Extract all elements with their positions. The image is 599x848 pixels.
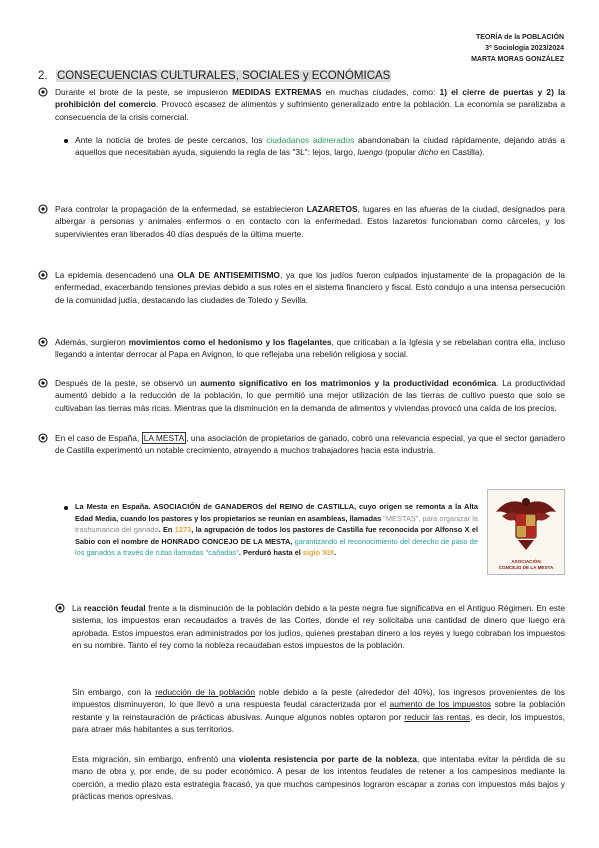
header-course-title: TEORÍA de la POBLACIÓN <box>475 34 564 41</box>
paragraph-matrimonios: Después de la peste, se observó un aumento significativo en los matrimonios y la productividad económica. La productividad aumentó debido a la reducción de la población, lo que permitió una mejor utilización de las tierras de cultivo puesto que solo se cultivaban las tierras más ricas. Mientras que la disminución en la demanda de alimentos y viviendas provocó una caída de los precios. <box>55 378 565 413</box>
circled-dot-bullet-icon <box>38 270 48 280</box>
section-heading <box>38 70 391 82</box>
section-title: CONSECUENCIAS CULTURALES, SOCIALES y ECONÓMICAS <box>57 70 391 82</box>
emblem-caption-line1: ASOCIACIÓN <box>511 559 541 564</box>
circled-dot-bullet-icon <box>38 378 48 388</box>
sub-paragraph-3l-rule: Ante la noticia de brotes de peste cercanos, los ciudadanos adinerados abandonaban la ciudad rápidamente, dejando atrás a aquellos que necesitaban ayuda, siguiendo la regla de las "3L": lejos, largo, luengo (popular dicho en Castilla). <box>75 135 565 158</box>
paragraph-resistencia-nobleza: Esta migración, sin embargo, enfrentó una violenta resistencia por parte de la nobleza, que intentaba evitar la pérdida de su mano de obra y, por ende, de su poder económico. A pesar de los intentos feudales de retener a los campesinos mediante la coerción, a medio plazo esta estrategia fracasó, ya que muchos campesinos lograron escapar a zonas con impuestos más bajos y prácticas menos opresivas. <box>72 754 565 802</box>
emblem-caption-line2: CONCEJO DE LA MESTA <box>498 565 554 570</box>
eagle-emblem-icon <box>488 490 564 554</box>
paragraph-lazaretos: Para controlar la propagación de la enfermedad, se establecieron LAZARETOS, lugares en las afueras de la ciudad, designados para albergar a personas y animales enfermos o en contacto con la enfermedad. Estos lazaretos funcionaban como cárceles, y los supervivientes eran liberados 40 días después de la última muerte. <box>55 204 565 239</box>
paragraph-hedonismo: Además, surgieron movimientos como el hedonismo y los flagelantes, que criticaban a la Iglesia y se rebelaban contra ella, incluso llegando a intentar derrocar al Papa en Avignon, lo que reflejaba una rebelión religiosa y social. <box>55 337 565 360</box>
circled-dot-bullet-icon <box>38 204 48 214</box>
circled-dot-bullet-icon <box>38 337 48 347</box>
paragraph-la-mesta: En el caso de España, LA MESTA , una asociación de propietarios de ganado, cobró una relevancia especial, ya que el sector ganadero de Castilla experimentó un notable crecimiento, atrayendo a muchos trabajadores hacia esta industria. <box>55 433 565 456</box>
circled-dot-bullet-icon <box>55 603 65 613</box>
mesta-emblem-image <box>487 489 565 575</box>
bullet-dot-icon <box>64 506 68 510</box>
section-number: 2. <box>38 70 48 82</box>
bullet-dot-icon <box>64 139 68 143</box>
header-course-year: 3º Sociología 2023/2024 <box>485 45 564 52</box>
header-author: MARTA MORAS GONZÁLEZ <box>471 56 564 63</box>
paragraph-medidas-extremas: Durante el brote de la peste, se impusieron MEDIDAS EXTREMAS en muchas ciudades, como: 1) el cierre de puertas y 2) la prohibición del comercio. Provocó escasez de alimentos y sufrimiento generalizado entre la población. La economía se paralizaba a consecuencia de la crisis comercial. <box>55 87 565 122</box>
paragraph-reduccion-poblacion: Sin embargo, con la reducción de la población noble debido a la peste (alrededor del 40%), los ingresos provenientes de los impuestos disminuyeron, lo que llevó a una respuesta feudal caracterizada por el aumento de los impuestos sobre la población restante y la reinstauración de prácticas abusivas. Aunque algunos nobles optaron por reducir las rentas, es decir, los impuestos, para atraer más habitantes a sus territorios. <box>72 687 565 735</box>
paragraph-reaccion-feudal: La reacción feudal frente a la disminución de la población debido a la peste negra fue significativa en el Antiguo Régimen. En este sistema, los impuestos eran recaudados a través de las Cortes, donde el rey solicitaba una cantidad de dinero que luego era aprobada. Estos impuestos eran administrados por los judíos, quienes prestaban dinero a los reyes y luego cobraban los impuestos en su nombre. Tanto el rey como la nobleza recaudaban estos impuestos de la población. <box>72 603 565 651</box>
circled-dot-bullet-icon <box>38 433 48 443</box>
paragraph-antisemitismo: La epidemia desencadenó una OLA DE ANTISEMITISMO, ya que los judíos fueron culpados injustamente de la propagación de la enfermedad, exacerbando tensiones previas debido a sus roles en el sistema financiero y fiscal. Esto condujo a una intensa persecución de la comunidad judía, destacando las ciudades de Toledo y Sevilla. <box>55 270 565 305</box>
document-header <box>471 32 564 65</box>
sub-paragraph-mesta-espana: La Mesta en España. ASOCIACIÓN de GANADEROS del REINO de CASTILLA, cuyo origen se remonta a la Alta Edad Media, cuando los pastores y los propietarios se reunían en asambleas, llamadas "MESTAS", para organizar la trashumancia del ganado. En 1273, la agrupación de todos los pastores de Castilla fue reconocida por Alfonso X el Sabio con el nombre de HONRADO CONCEJO DE LA MESTA, garantizando el reconocimiento del derecho de paso de los ganados a través de rutas llamadas "cañadas". Perduró hasta el siglo XIX. <box>75 502 478 558</box>
circled-dot-bullet-icon <box>38 87 48 97</box>
